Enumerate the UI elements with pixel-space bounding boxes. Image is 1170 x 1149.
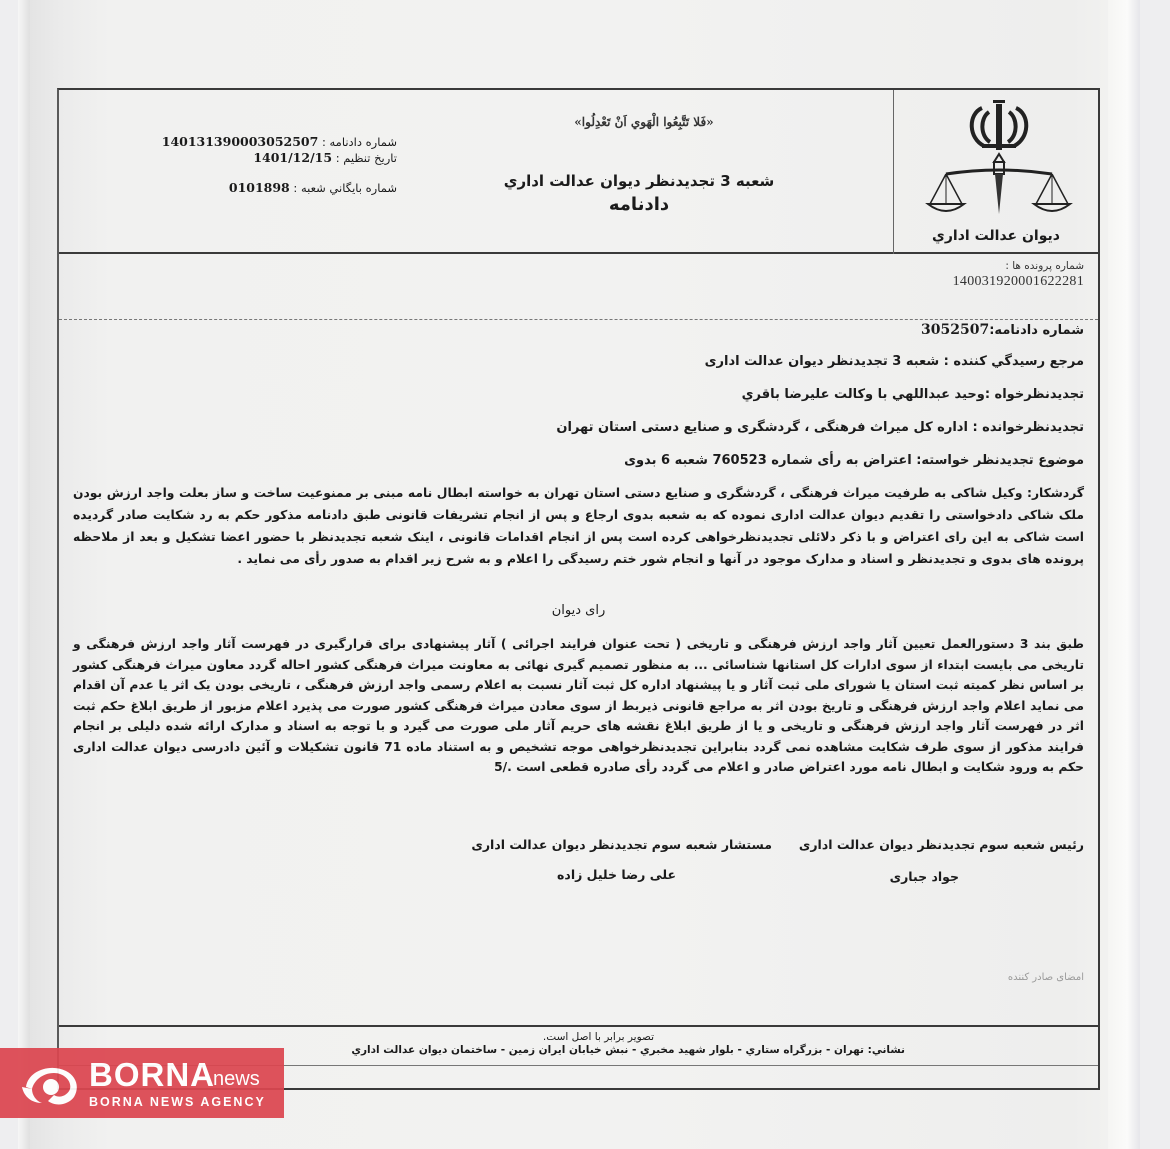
- verdict-short-number: 3052507: [921, 322, 990, 338]
- signer-name-president: جواد جباری: [889, 869, 959, 884]
- verdict-number-label: شماره دادنامه :: [321, 135, 397, 149]
- watermark-brand-suffix: news: [213, 1068, 260, 1090]
- appellee-value: اداره کل میراث فرهنگی ، گردشگری و صنایع دستی استان تهران: [556, 420, 968, 435]
- document-title: دادنامه: [608, 194, 670, 215]
- borna-news-watermark: [0, 1048, 284, 1118]
- archive-label: شماره بايگاني شعبه :: [293, 181, 397, 195]
- signer-name-counselor: علی رضا خلیل زاده: [557, 867, 676, 882]
- emblem-box: [893, 90, 1098, 254]
- ruling-title: رای دیوان: [551, 603, 606, 618]
- verdict-number-row: [139, 134, 397, 150]
- signature-title-counselor: مستشار شعبه سوم تجدیدنظر دیوان عدالت اداری: [471, 837, 772, 852]
- appellee-line: [556, 420, 1084, 435]
- issuer-signature-caption: امضای صادر کننده: [1007, 972, 1084, 983]
- watermark-agency: BORNA NEWS AGENCY: [89, 1095, 266, 1109]
- verdict-metadata: [139, 134, 397, 196]
- appellant-line: [742, 387, 1084, 402]
- appellant-value: وحيد عبداللهي با وكالت عليرضا باقري: [741, 387, 985, 402]
- verdict-number: 140131390003052507: [161, 134, 319, 149]
- certified-copy-note: تصوير برابر با اصل است.: [542, 1031, 655, 1043]
- date-label: تاريخ تنظيم :: [335, 151, 397, 165]
- signature-title-president: رئیس شعبه سوم تجدیدنظر دیوان عدالت اداری: [798, 837, 1084, 852]
- scales-of-justice-emblem-icon: [924, 96, 1074, 226]
- watermark-brand: BORNA: [89, 1056, 215, 1093]
- borna-logo-icon: [18, 1063, 82, 1105]
- subject-label: موضوع تجدیدنظر خواسته:: [916, 453, 1084, 468]
- appellant-label: تجديدنظرخواه :: [984, 387, 1084, 402]
- verdict-short-label: شماره دادنامه:: [989, 323, 1084, 338]
- authority-line: [705, 354, 1084, 369]
- authority-label: مرجع رسيدگي كننده :: [943, 354, 1084, 369]
- archive-number: 0101898: [228, 180, 290, 195]
- appellee-label: تجدیدنظرخوانده :: [972, 420, 1084, 435]
- subject-value: اعتراض به رأی شماره 760523 شعبه 6 بدوی: [624, 453, 912, 468]
- case-files-band: [59, 254, 1098, 320]
- case-file-number: 140031920001622281: [952, 274, 1084, 289]
- emblem-caption: ديوان عدالت اداري: [932, 228, 1060, 244]
- court-address: نشاني: تهران - بزرگراه ستاري - بلوار شهيد مخبري - نبش خيابان ايران زمين - ساختمان ديوان عدالت اداري: [351, 1044, 905, 1056]
- ruling-paragraph: طبق بند 3 دستورالعمل تعیین آثار واجد ارزش فرهنگی و تاریخی ( تحت عنوان فرایند اجرائی ) آثار پیشنهادی برای قرارگیری در فهرست آثار واجد ارزش فرهنگی و تاریخی می بایست ابتداء از سوی ادارات کل استانها شناسائی ... به منظور تصمیم گیری نهائی به معاونت میراث فرهنگی کشور احاله گردد معاون میراث فرهنگی کشور بر اساس نظر کمیته ثبت استان یا شورای ملی ثبت آثار و یا پیشنهاد اداره کل ثبت آثار نسبت به اعلام رسمی واجد ارزش فرهنگی ، تاریخی بودن یک اثر یا عدم آن اقدام می نماید اعلام واجد ارزش فرهنگی و تاریخ بودن اثر به مراجع قانونی ذیربط از سوی معادن میراث فرهنگی کشور صورت می پذیرد اعلام مزبور از طریق ابلاغ حکم ثبت اثر در فهرست آثار واجد ارزش فرهنگی و تاریخی و یا از طریق ابلاغ نقشه های حریم آثار ملی صورت می گیرد و با توجه به اسناد و مدارک ارائه شده دلیلی بر انجام فرایند مذکور از سوی طرف شکایت مشاهده نمی گردد بنابراین تجدیدنظرخواهی موجه تشخیص و به استناد ماده 71 قانون تشکیلات و آئین دادرسی دیوان عدالت اداری حکم به ورود شکایت و ابطال نامه مورد اعتراض صادر و اعلام می گردد رأی صادره قطعی است ./5: [73, 637, 1084, 774]
- paper-edge-right: [1108, 0, 1140, 1149]
- branch-title: شعبه 3 تجديدنظر ديوان عدالت اداري: [503, 172, 775, 190]
- subject-line: [624, 453, 1084, 468]
- case-files: [953, 260, 1084, 290]
- issue-date: 1401/12/15: [253, 150, 333, 165]
- case-files-label: شماره پرونده ها :: [1005, 260, 1084, 272]
- date-row: [139, 150, 397, 166]
- document-header: [59, 90, 1098, 254]
- quranic-motto: «فَلا تَتَّبِعُوا الْهَوي اَنْ تَعْدِلُوا»: [574, 115, 714, 129]
- authority-value: شعبه 3 تجديدنظر ديوان عدالت اداری: [704, 354, 940, 369]
- archive-row: [139, 180, 397, 196]
- case-report-paragraph: گردشکار: وکیل شاکی به طرفیت میراث فرهنگی ، گردشگری و صنایع دستی استان تهران به خواسته ابطال نامه مبنی بر ممنوعیت ساخت و ساز بعلت واجد ارزش بودن ملک شاکی دادخواستی را تقدیم دیوان عدالت اداری نموده که به شعبه بدوی ارجاع و پس از انجام تشریفات قانونی طبق دادنامه مذکور حکم به رد شکایت صادر گردیده است شاکی به این رای اعتراض و با ذکر دلائلی تجدیدنظرخواهی کرده است پس از انجام اقدامات قانونی ، اینک شعبه تجدیدنظر با حضور اعضا تشکیل و بعد از ملاحظه پرونده های بدوی و تجدیدنظر و اسناد و مدارک موجود در آنها و انجام شور ختم رسیدگی را اعلام و به شرح زیر اقدام به صدور رأی می نماید .: [73, 486, 1084, 566]
- verdict-short-number-line: [921, 322, 1084, 338]
- verdict-document-frame: [57, 88, 1100, 1090]
